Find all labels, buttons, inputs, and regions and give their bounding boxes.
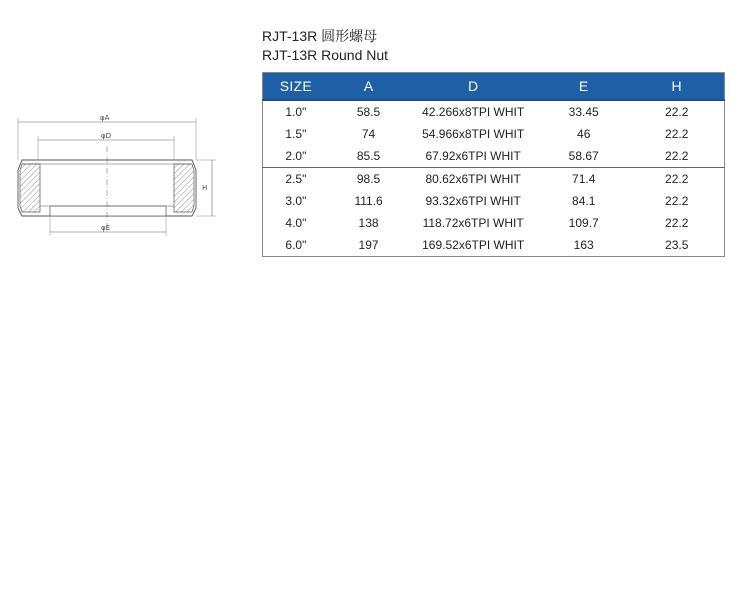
label-h: H [202,184,208,192]
cell-size: 3.0" [285,194,307,208]
dimension-e [50,216,166,236]
dimension-h [196,160,216,216]
table-row [263,168,725,191]
header-a: A [363,78,374,94]
cell-h: 22.2 [629,168,724,191]
cell-e: 71.4 [538,168,630,191]
table-row [263,190,725,212]
header-e: E [578,78,589,94]
label-phi-e: φE [101,224,111,232]
cell-d: 67.92x6TPI WHIT [425,149,521,163]
table-row [263,212,725,234]
cell-size: 4.0" [285,216,307,230]
cell-d: 80.62x6TPI WHIT [408,168,538,191]
cell-size: 2.0" [285,149,307,163]
cell-a: 85.5 [356,149,381,163]
header-size: SIZE [279,78,313,94]
cell-d: 54.966x8TPI WHIT [422,127,525,141]
cell-size: 2.5" [263,168,329,191]
nut-section [18,146,196,228]
header-d: D [467,78,479,94]
cell-h: 22.2 [665,216,689,230]
cell-e: 33.45 [538,100,630,123]
cell-a: 197 [358,238,379,252]
label-phi-d: φD [101,132,112,140]
table-row [263,145,725,168]
cell-a: 111.6 [354,194,383,208]
dimension-table [262,72,725,257]
table-row [263,123,725,145]
table-row [263,234,725,257]
cell-a: 138 [358,216,379,230]
cell-h: 22.2 [665,149,689,163]
table-row [263,100,725,123]
cell-e: 163 [573,238,594,252]
cell-size: 1.0" [263,100,329,123]
cell-d: 169.52x6TPI WHIT [422,238,525,252]
cell-h: 22.2 [629,100,724,123]
cell-d: 93.32x6TPI WHIT [425,194,521,208]
cell-h: 23.5 [665,238,689,252]
cell-a: 74 [361,127,376,141]
cell-size: 6.0" [285,238,307,252]
cell-h: 22.2 [665,194,689,208]
cell-e: 84.1 [572,194,596,208]
table-header-row [263,73,725,101]
cell-d: 42.266x8TPI WHIT [408,100,538,123]
header-h: H [671,78,682,94]
cell-size: 1.5" [285,127,307,141]
label-phi-a: φA [100,114,110,122]
cell-e: 46 [577,127,591,141]
product-title-english: RJT-13R Round Nut [262,47,389,63]
cell-a: 98.5 [329,168,409,191]
product-title-chinese: RJT-13R 圆形螺母 [262,28,378,44]
cell-e: 58.67 [568,149,599,163]
cell-e: 109.7 [568,216,599,230]
cell-h: 22.2 [665,127,689,141]
round-nut-drawing [0,110,240,245]
cell-d: 118.72x6TPI WHIT [422,216,524,230]
cell-a: 58.5 [329,100,409,123]
